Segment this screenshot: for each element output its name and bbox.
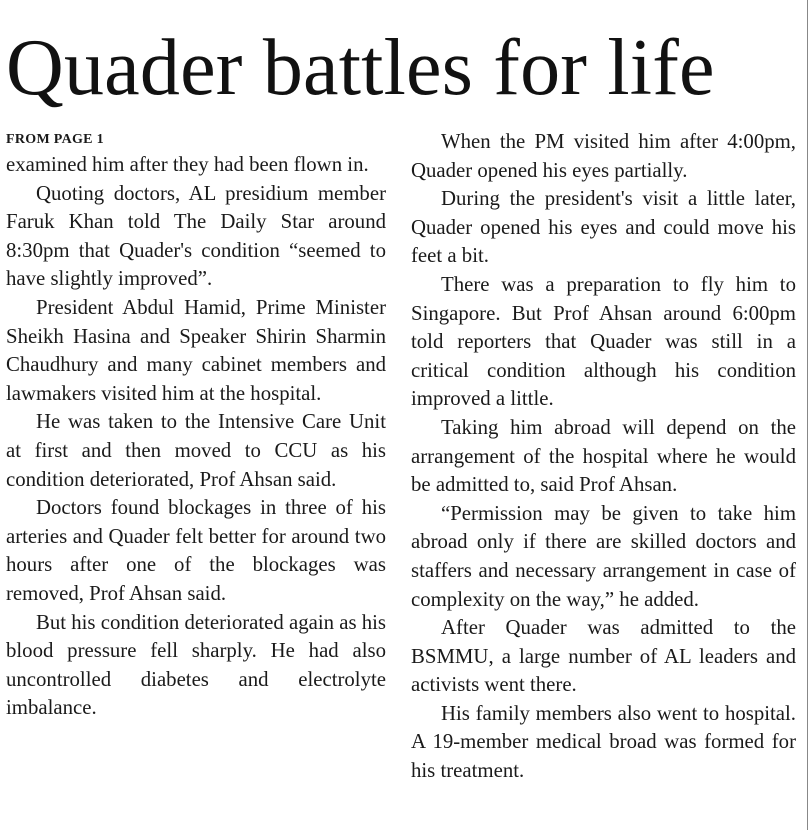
article-paragraph: When the PM visited him after 4:00pm, Quader opened his eyes partially. [411,130,796,182]
headline: Quader battles for life [6,24,715,112]
article-paragraph: President Abdul Hamid, Prime Minister Sheikh Hasina and Speaker Shirin Sharmin Chaudhury and many cabinet members and lawmakers visited him at the hospital. [6,295,386,405]
column-rule [807,0,808,830]
article-paragraph: But his condition deteriorated again as his blood pressure fell sharply. He had also uncontrolled diabetes and electrolyte imbalance. [6,610,386,720]
article-paragraph: He was taken to the Intensive Care Unit at first and then moved to CCU as his condition deteriorated, Prof Ahsan said. [6,410,386,491]
kicker-label [8,0,308,6]
article-paragraph: His family members also went to hospital. A 19-member medical broad was formed for his treatment. [411,701,796,783]
article-column-right [411,128,796,828]
article-paragraph: “Permission may be given to take him abroad only if there are skilled doctors and staffers and necessary arrangement in case of complexity on the way,” he added. [411,501,796,611]
article-paragraph: Taking him abroad will depend on the arrangement of the hospital where he would be admitted to, said Prof Ahsan. [411,415,796,497]
article-column-left [6,128,386,828]
article-paragraph: There was a preparation to fly him to Singapore. But Prof Ahsan around 6:00pm told reporters that Quader was still in a critical condition although his condition improved a little. [411,272,796,411]
article-paragraph: examined him after they had been flown in. [6,153,369,176]
article-paragraph: Quoting doctors, AL presidium member Faruk Khan told The Daily Star around 8:30pm that Quader's condition “seemed to have slightly improved”. [6,181,386,291]
article-paragraph: During the president's visit a little later, Quader opened his eyes and could move his feet a bit. [411,187,796,268]
article-paragraph: Doctors found blockages in three of his arteries and Quader felt better for around two hours after one of the blockages was removed, Prof Ahsan said. [6,496,386,605]
article-paragraph: After Quader was admitted to the BSMMU, a large number of AL leaders and activists went there. [411,616,796,697]
from-page-label: FROM PAGE 1 [6,132,104,147]
